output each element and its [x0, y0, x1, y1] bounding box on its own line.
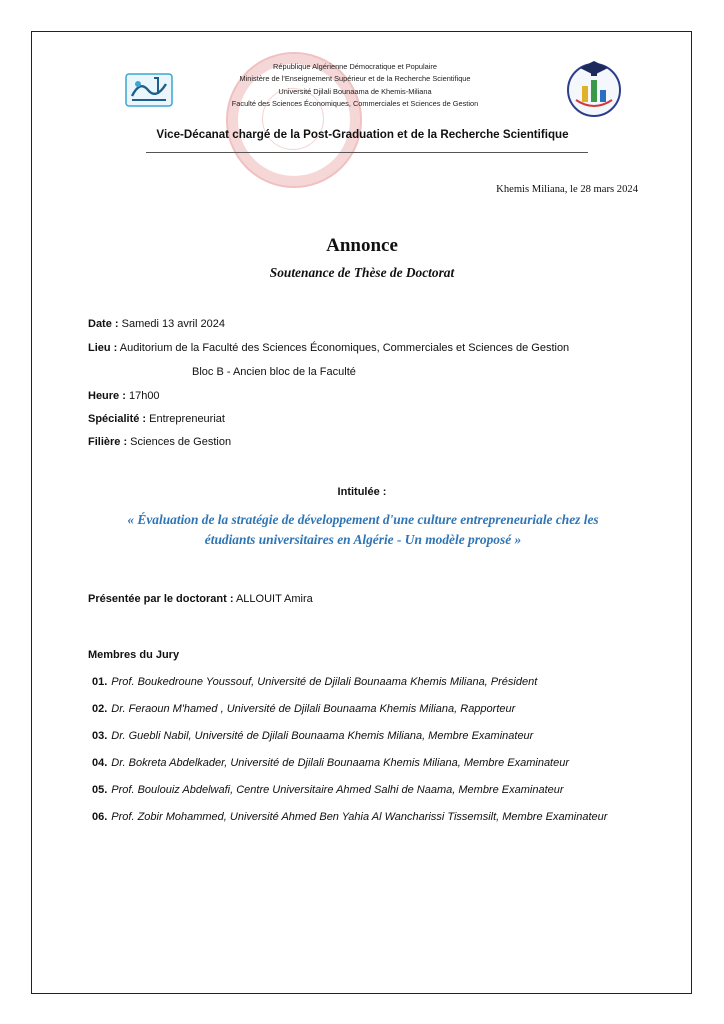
info-date-value: Samedi 13 avril 2024: [118, 318, 225, 330]
jury-member-number: 06.: [92, 811, 108, 823]
info-lieu-value-line2: Bloc B - Ancien bloc de la Faculté: [192, 366, 356, 378]
university-logo: [124, 70, 174, 110]
jury-member-number: 03.: [92, 730, 108, 742]
page-title: Annonce: [326, 235, 398, 256]
jury-member: [92, 784, 564, 796]
info-lieu-value: Auditorium de la Faculté des Sciences Économiques, Commerciales et Sciences de Gestion: [117, 342, 570, 354]
header-divider: [146, 152, 588, 153]
info-date: [88, 318, 225, 330]
jury-member-text: Dr. Feraoun M'hamed , Université de Djilali Bounaama Khemis Miliana, Rapporteur: [111, 703, 516, 715]
vice-decanat-title: Vice-Décanat chargé de la Post-Graduation et de la Recherche Scientifique: [156, 128, 569, 141]
institution-header: [170, 61, 540, 111]
thesis-title-line-1: « Évaluation de la stratégie de développement d'une culture entrepreneuriale chez les: [127, 512, 599, 527]
thesis-title-line-2: étudiants universitaires en Algérie - Un modèle proposé »: [204, 532, 522, 547]
info-lieu-label: Lieu :: [88, 342, 118, 354]
jury-member-number: 02.: [92, 703, 108, 715]
jury-member: [92, 703, 515, 715]
jury-member-number: 01.: [92, 676, 108, 688]
info-heure: [88, 390, 160, 402]
jury-member: [92, 757, 569, 769]
page-subtitle: Soutenance de Thèse de Doctorat: [269, 265, 455, 280]
place-date-line: Khemis Miliana, le 28 mars 2024: [496, 184, 638, 195]
info-specialite-value: Entrepreneuriat: [146, 413, 225, 425]
header-line-faculty: Faculté des Sciences Économiques, Commerciales et Sciences de Gestion: [231, 99, 479, 109]
jury-member: [92, 676, 537, 688]
jury-member-text: Dr. Guebli Nabil, Université de Djilali Bounaama Khemis Miliana, Membre Examinateur: [111, 730, 534, 742]
info-heure-value: 17h00: [125, 390, 160, 402]
info-filiere: [88, 436, 231, 448]
jury-member: [92, 730, 533, 742]
info-specialite: [88, 413, 225, 425]
info-heure-label: Heure :: [88, 390, 126, 402]
presenter-name: ALLOUIT Amira: [233, 593, 313, 605]
info-date-label: Date :: [88, 318, 119, 330]
header-line-university: Université Djilali Bounaama de Khemis-Miliana: [278, 86, 432, 96]
thesis-title: [78, 510, 648, 550]
jury-member: [92, 811, 607, 823]
jury-member-number: 05.: [92, 784, 108, 796]
header-line-ministry: Ministère de l'Enseignement Supérieur et de la Recherche Scientifique: [239, 74, 471, 84]
info-filiere-value: Sciences de Gestion: [127, 436, 232, 448]
presenter: [88, 593, 313, 605]
presenter-label: Présentée par le doctorant :: [88, 593, 234, 605]
jury-member-text: Prof. Zobir Mohammed, Université Ahmed Ben Yahia Al Wancharissi Tissemsilt, Membre Examinateur: [111, 811, 608, 823]
jury-member-text: Prof. Boulouiz Abdelwafi, Centre Universitaire Ahmed Salhi de Naama, Membre Examinateur: [111, 784, 564, 796]
info-specialite-label: Spécialité :: [88, 413, 147, 425]
jury-heading: Membres du Jury: [88, 649, 180, 661]
jury-member-text: Dr. Bokreta Abdelkader, Université de Djilali Bounaama Khemis Miliana, Membre Examinateur: [111, 757, 570, 769]
header-line-republic: République Algérienne Démocratique et Populaire: [273, 62, 437, 71]
info-filiere-label: Filière :: [88, 436, 128, 448]
intitulee-label: Intitulée :: [337, 486, 387, 498]
jury-member-text: Prof. Boukedroune Youssouf, Université de Djilali Bounaama Khemis Miliana, Président: [111, 676, 538, 688]
faculty-logo: [560, 56, 628, 118]
jury-member-number: 04.: [92, 757, 108, 769]
info-lieu: [88, 342, 569, 354]
